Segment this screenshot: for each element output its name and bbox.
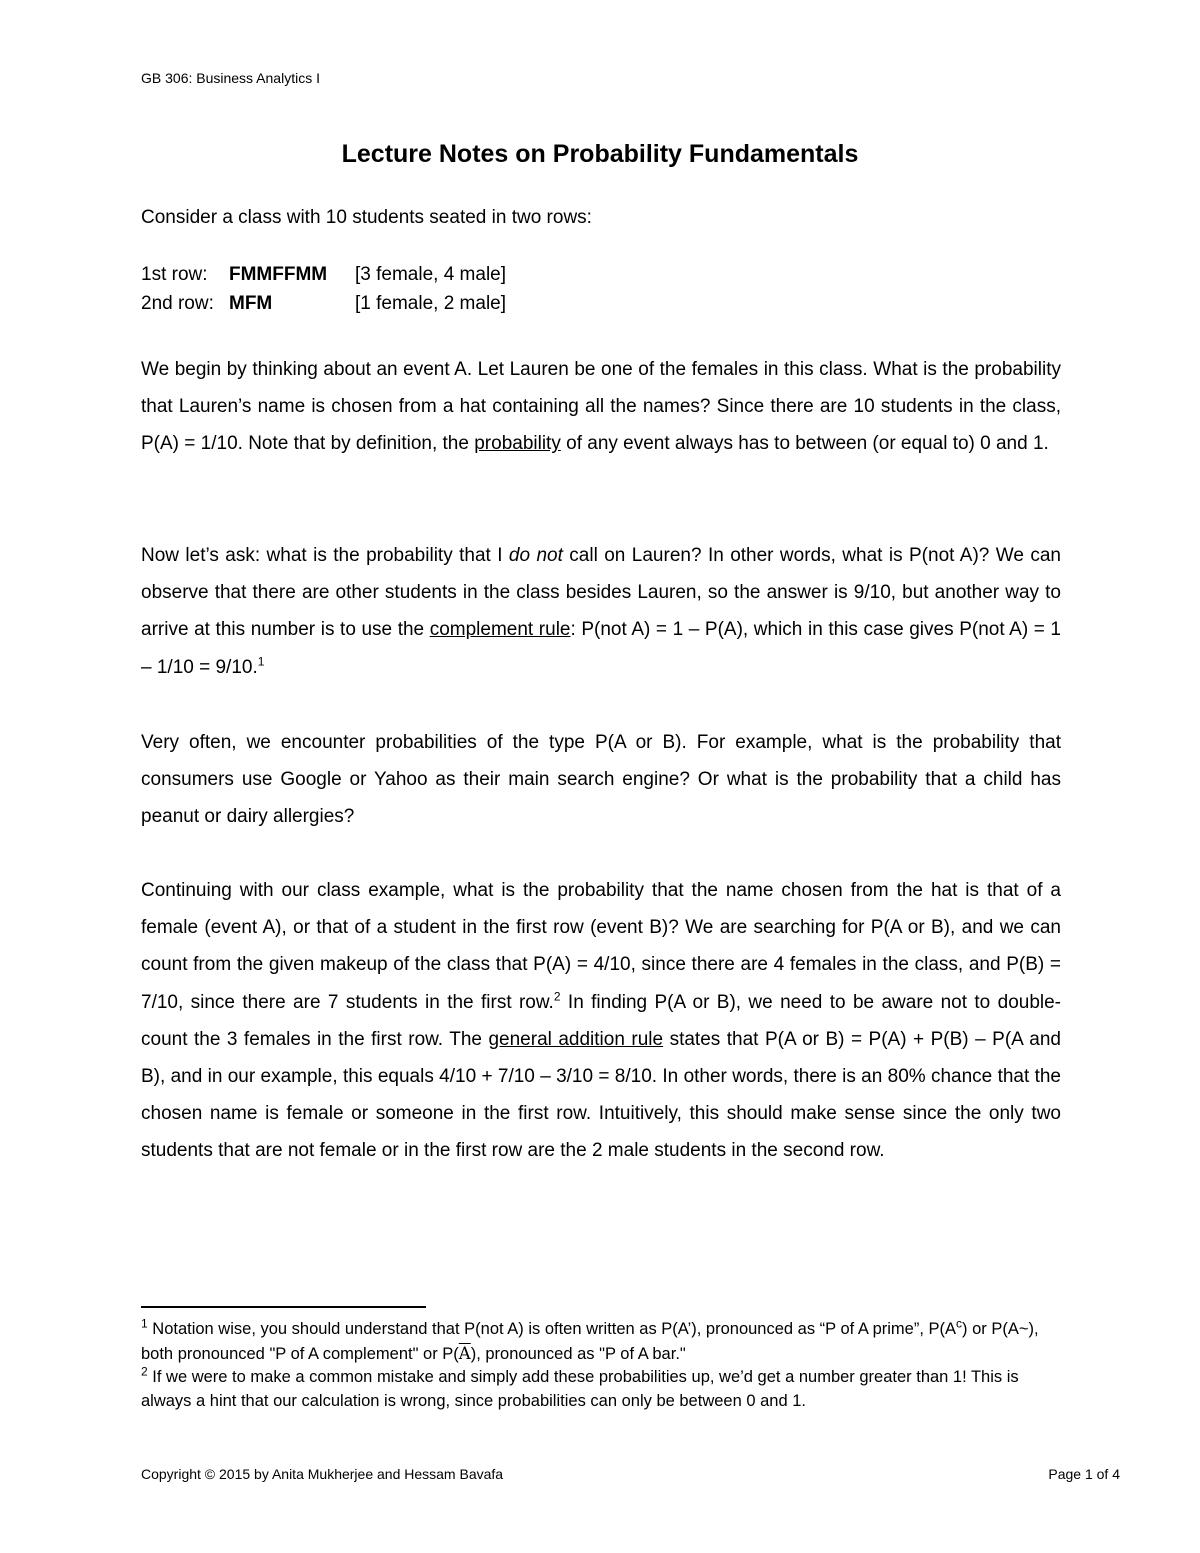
footnote-text: ), pronounced as "P of A bar." [470, 1344, 686, 1363]
row-2-code: MFM [229, 293, 273, 314]
footnote-2 [141, 1366, 1061, 1413]
footnote-1-number: 1 [141, 1316, 148, 1331]
footnotes [141, 1318, 1061, 1413]
footnote-1 [141, 1318, 1061, 1366]
row-1-counts: [3 female, 4 male] [355, 264, 507, 285]
row-2-line [141, 293, 506, 315]
a-bar-symbol: $\overline{A}$ [458, 1343, 471, 1363]
footnote-text: If we were to make a common mistake and simply add these probabilities up, we’d get a number greater than 1! This is always a hint that our calculation is wrong, since probabilities can only be between 0 and 1. [141, 1368, 1019, 1410]
footnote-ref-1[interactable]: 1 [257, 654, 265, 669]
paragraph-text: call on Lauren? In other words, what is P(not A)? We can observe that there are other students in the class besides Lauren, so the answer is 9/10, but another way to arrive at this number is to use the [141, 545, 1061, 641]
paragraph-text: Continuing with our class example, what is the probability that the name chosen from the hat is that of a female (event A), or that of a student in the first row (event B)? We are searching for P(A or B), and we can count from the given makeup of the class that P(A) = 4/10, since there are 4 females in the class, and P(B) = 7/10, since there are 7 students in the first row. [141, 880, 1061, 1013]
paragraph-text: Now let’s ask: what is the probability that I [141, 545, 509, 566]
emphasis-do-not: do not [508, 545, 563, 566]
paragraph-text: We begin by thinking about an event A. Let Lauren be one of the females in this class. What is the probability that Lauren’s name is chosen from a hat containing all the names? Since there are 10 students in the class, P(A) = 1/10. Note that by definition, the [141, 359, 1061, 455]
footnote-separator [141, 1306, 426, 1308]
row-2-label: 2nd row: [141, 293, 214, 314]
paragraph-text: : P(not A) = 1 – P(A), which in this case gives P(not A) = 1 – 1/10 = 9/10. [141, 619, 1062, 678]
paragraph-text: In finding P(A or B), we need to be aware not to double-count the 3 females in the first row. The [141, 991, 1062, 1050]
page-title: Lecture Notes on Probability Fundamentals [341, 140, 859, 168]
copyright-footer: Copyright © 2015 by Anita Mukherjee and Hessam Bavafa [141, 1466, 504, 1482]
footnote-text: Notation wise, you should understand that P(not A) is often written as P(A’), pronounced as “P of A prime”, P(A [147, 1320, 956, 1338]
complement-superscript: c [956, 1316, 962, 1331]
footnote-2-number: 2 [141, 1364, 148, 1379]
row-1-line [141, 264, 506, 286]
footnote-text: ) or P(A~), both pronounced "P of A complement" or P( [141, 1320, 1039, 1363]
term-probability: probability [474, 433, 561, 455]
paragraph-text: states that P(A or B) = P(A) + P(B) – P(A and B), and in our example, this equals 4/10 + 7/10 – 3/10 = 8/10. In other words, there is an 80% chance that the chosen name is female or someone in the first row. Intuitively, this should make sense since the only two students that are not female or in the first row are the 2 male students in the second row. [141, 1028, 1061, 1162]
paragraph-text: of any event always has to between (or equal to) 0 and 1. [560, 433, 1049, 455]
term-complement-rule: complement rule [429, 619, 571, 641]
footnote-ref-2[interactable]: 2 [553, 989, 561, 1004]
paragraph-addition-rule [141, 872, 1061, 1170]
paragraph-or-probabilities: Very often, we encounter probabilities of the type P(A or B). For example, what is the probability that consumers use Google or Yahoo as their main search engine? Or what is the probability that a child has peanut or dairy allergies? [141, 732, 1061, 828]
intro-line: Consider a class with 10 students seated in two rows: [141, 207, 592, 228]
row-1-code: FMMFFMM [229, 264, 328, 285]
paragraph-complement [141, 537, 1061, 686]
row-1-label: 1st row: [141, 264, 208, 285]
paragraph-event-a [141, 351, 1061, 463]
row-2-counts: [1 female, 2 male] [355, 293, 507, 314]
page-number: Page 1 of 4 [1048, 1466, 1120, 1482]
term-general-addition-rule: general addition rule [488, 1028, 664, 1050]
running-header: GB 306: Business Analytics I [141, 70, 320, 86]
